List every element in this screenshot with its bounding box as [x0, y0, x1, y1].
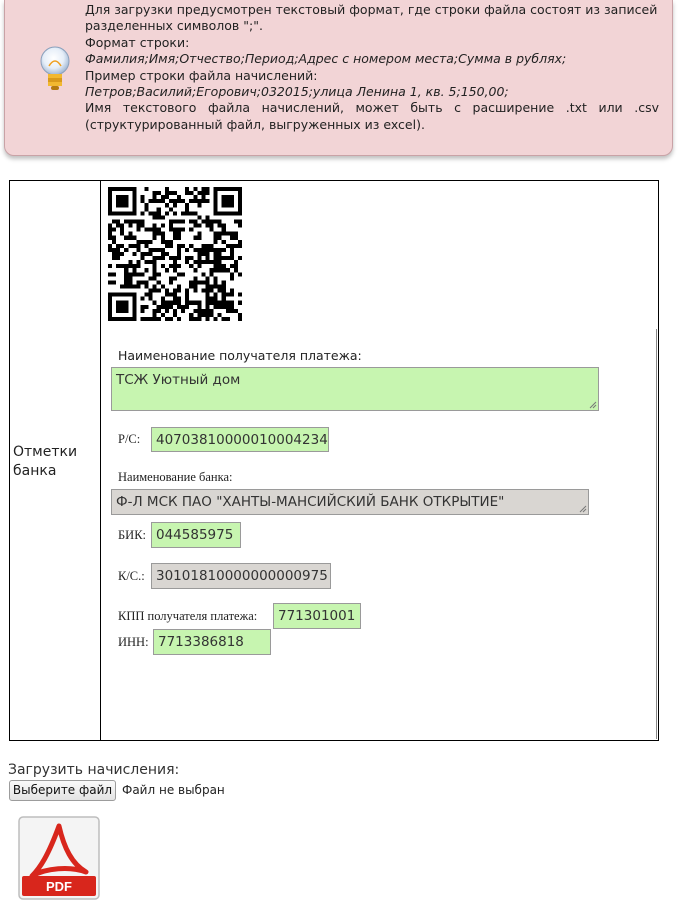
kpp-field[interactable] — [273, 603, 361, 629]
rs-field[interactable] — [151, 427, 329, 452]
upload-label: Загрузить начисления: — [8, 762, 180, 778]
inn-value: 7713386818 — [158, 634, 244, 650]
info-text — [85, 2, 659, 133]
info-line-1: Для загрузки предусмотрен текстовый формат, где строки файла состоят из записей — [85, 2, 658, 17]
pdf-icon[interactable] — [18, 816, 100, 900]
bank-name-label: Наименование банка: — [118, 470, 233, 484]
ks-value: 30101810000000000975 — [156, 568, 328, 584]
file-status: Файл не выбран — [122, 783, 225, 797]
info-line-2: разделенных символов ";". — [85, 18, 263, 34]
bank-marks-cell — [10, 181, 101, 740]
ks-label: К/С.: — [118, 569, 145, 583]
bik-field[interactable] — [151, 522, 241, 548]
example-label: Пример строки файла начислений: — [85, 67, 318, 83]
recipient-field[interactable] — [111, 367, 599, 411]
kpp-label: КПП получателя платежа: — [118, 609, 258, 623]
bik-value: 044585975 — [156, 527, 234, 543]
bik-label: БИК: — [118, 528, 147, 542]
filename-note-2: (структурированный файл, выгруженных из excel). — [85, 116, 425, 132]
kpp-value: 771301001 — [278, 608, 356, 624]
inn-label: ИНН: — [118, 635, 149, 649]
recipient-label: Наименование получателя платежа: — [118, 348, 362, 363]
svg-text:PDF: PDF — [46, 879, 72, 894]
bank-name-value: Ф-Л МСК ПАО "ХАНТЫ-МАНСИЙСКИЙ БАНК ОТКРЫТИЕ" — [116, 494, 505, 510]
ks-field[interactable] — [151, 563, 331, 589]
bank-details-table — [9, 180, 659, 741]
inn-field[interactable] — [153, 629, 271, 655]
rs-value: 40703810000010004234 — [156, 432, 328, 448]
bank-marks-label: Отметки банка — [13, 444, 78, 479]
format-value: Фамилия;Имя;Отчество;Период;Адрес с номером места;Сумма в рублях; — [85, 51, 567, 67]
format-label: Формат строки: — [85, 34, 190, 50]
resize-handle-icon[interactable] — [589, 401, 597, 409]
example-value: Петров;Василий;Егорович;032015;улица Ленина 1, кв. 5;150,00; — [85, 84, 509, 100]
filename-note: Имя текстового файла начислений, может быть с расширение .txt или .csv — [85, 100, 659, 116]
recipient-value: ТСЖ Уютный дом — [116, 372, 241, 388]
rs-label: Р/С: — [118, 432, 141, 446]
resize-handle-icon[interactable] — [579, 505, 587, 513]
qr-code — [108, 187, 242, 321]
choose-file-button[interactable]: Выберите файл — [9, 780, 116, 801]
inner-divider — [656, 329, 657, 739]
info-panel — [4, 0, 673, 156]
bank-name-field[interactable] — [111, 489, 589, 515]
lightbulb-icon — [35, 44, 75, 96]
